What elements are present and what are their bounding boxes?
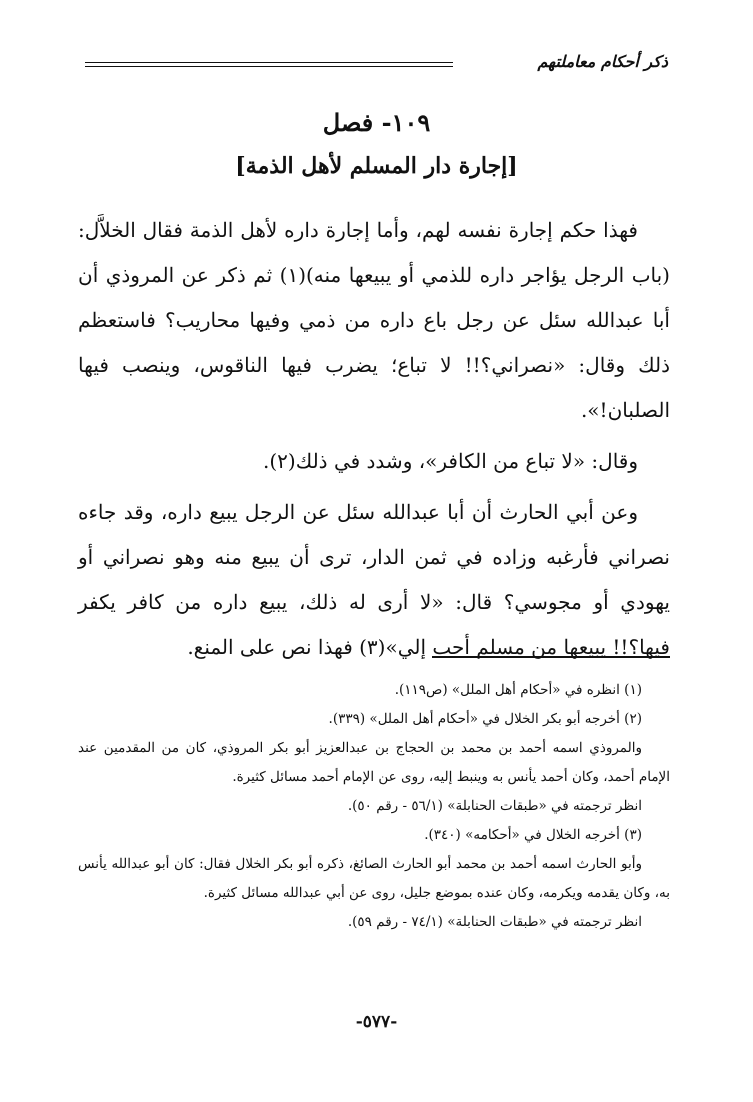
- footnote-reference: انظر ترجمته في «طبقات الحنابلة» (٥٦/١ - رقم ٥٠).: [347, 798, 642, 814]
- body-paragraph: وعن أبي الحارث أن أبا عبدالله سئل عن الرجل يبيع داره، وقد جاءه نصراني فأرغبه وزاده في ثمن الدار، ترى أن يبيع منه وهو نصراني أو يهودي أو مجوسي؟ قال: «لا أرى له ذلك، يبيع داره من كافر يكفر فيها؟!! يبيعها من مسلم أحب إلي»(٣) فهذا نص على المنع.: [78, 500, 670, 659]
- running-header: [85, 50, 668, 80]
- section-title: [إجارة دار المسلم لأهل الذمة]: [235, 153, 518, 179]
- header-rule-secondary: [85, 66, 453, 67]
- footnotes: [78, 676, 670, 937]
- footnote-reference: انظر ترجمته في «طبقات الحنابلة» (٧٤/١ - رقم ٥٩).: [347, 914, 642, 930]
- footnote: (٢) أخرجه أبو بكر الخلال في «أحكام أهل الملل» (٣٣٩).: [328, 711, 642, 727]
- footnote: (١) انظره في «أحكام أهل الملل» (ص١١٩).: [394, 682, 642, 698]
- footnote: (٣) أخرجه الخلال في «أحكامه» (٣٤٠).: [424, 827, 642, 843]
- header-rule: [85, 62, 453, 63]
- body-text: [78, 208, 670, 670]
- footnote-separator: [432, 656, 670, 658]
- page-number: -٥٧٧-: [355, 1012, 398, 1032]
- body-paragraph: وقال: «لا تباع من الكافر»، وشدد في ذلك(٢).: [263, 449, 638, 473]
- footnote-continuation: والمروذي اسمه أحمد بن محمد بن الحجاج بن عبدالعزيز أبو بكر المروذي، كان من المقدمين عند الإمام أحمد، وكان أحمد يأنس به وينبط إليه، روى عن الإمام أحمد مسائل كثيرة.: [78, 740, 670, 785]
- running-title: ذكر أحكام معاملتهم: [537, 52, 668, 71]
- footnote-continuation: وأبو الحارث اسمه أحمد بن محمد أبو الحارث الصائغ، ذكره أبو بكر الخلال فقال: كان أبو عبدالله يأنس به، وكان يقدمه ويكرمه، وكان عنده بموضع جليل، روى عن أبي عبدالله مسائل كثيرة.: [78, 856, 670, 901]
- section-number: ١٠٩- فصل: [322, 108, 431, 137]
- body-paragraph: فهذا حكم إجارة نفسه لهم، وأما إجارة داره لأهل الذمة فقال الخلاَّل: (باب الرجل يؤاجر داره للذمي أو يبيعها منه)(١) ثم ذكر عن المروذي أن أبا عبدالله سئل عن رجل باع داره من ذمي وفيها محاريب؟ فاستعظم ذلك وقال: «نصراني؟!! لا تباع؛ يضرب فيها الناقوس، وينصب فيها الصلبان!».: [78, 218, 670, 422]
